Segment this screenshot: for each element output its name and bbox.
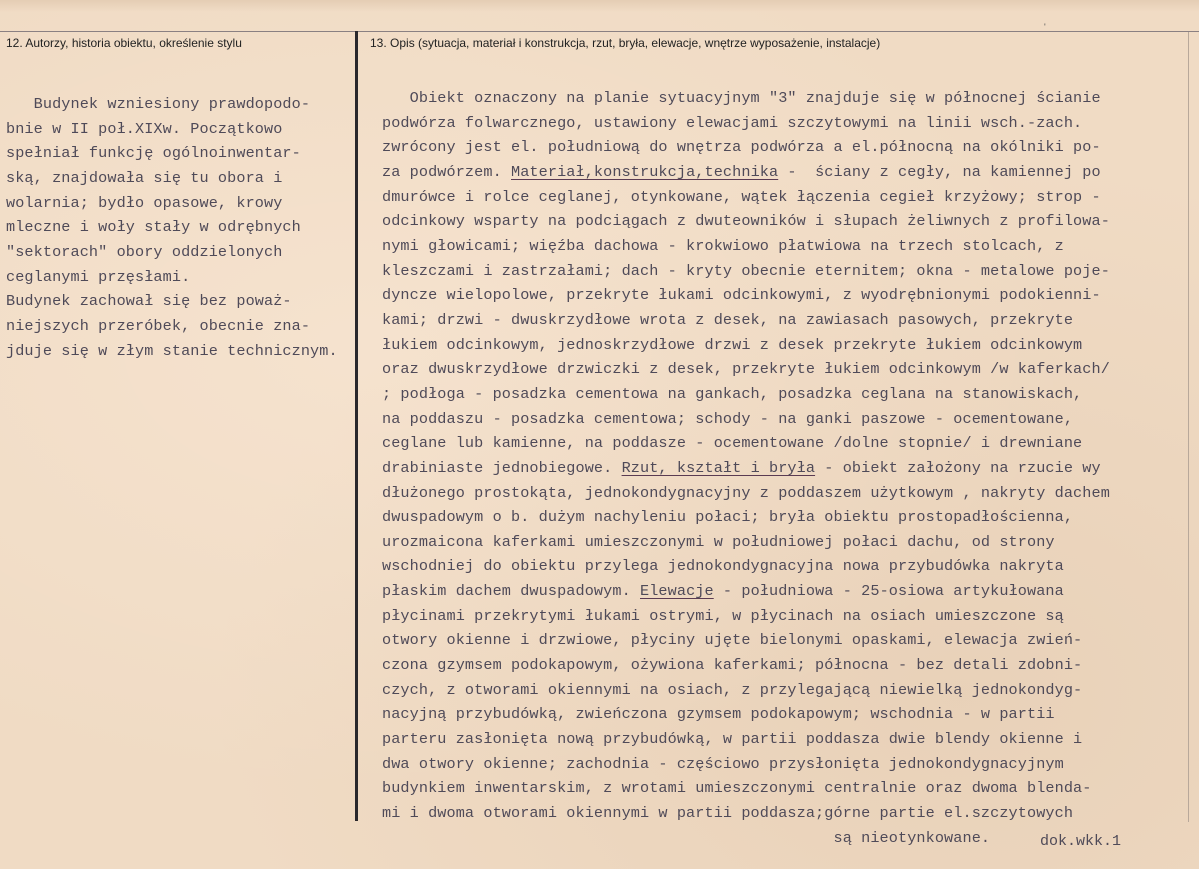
description-line: dyncze wielopolowe, przekryte łukami odcinkowymi, z wyodrębnionymi podokienni- [382, 286, 1101, 305]
history-line: ską, znajdowała się tu obora i [6, 168, 283, 187]
description-line: kleszczami i zastrzałami; dach - kryty obecnie eternitem; okna - metalowe poje- [382, 261, 1110, 280]
description-line: mi i dwoma otworami okiennymi w partii poddasza;górne partie el.szczytowych [382, 804, 1074, 823]
description-line: zwrócony jest el. południową do wnętrza podwórza a el.północną na okólniki po- [382, 138, 1101, 157]
column-divider [355, 31, 358, 821]
description-line: czych, z otworami okiennymi na osiach, z przylegającą niewielką jednokondyg- [382, 680, 1083, 699]
description-line: są nieotynkowane. [382, 828, 991, 847]
description-line-part: za podwórzem. [382, 162, 511, 181]
description-line: odcinkowy wsparty na podciągach z dwuteowników i słupach żeliwnych z profilowa- [382, 212, 1110, 231]
paper-top-edge [0, 0, 1199, 12]
description-line: parteru zasłonięta nową przybudówką, w partii poddasza dwie blendy okienne i [382, 730, 1083, 749]
section-12-heading: 12. Autorzy, historia obiektu, określenie stylu [6, 36, 242, 50]
history-line: "sektorach" obory oddzielonych [6, 242, 283, 261]
subheading-elevations: Elewacje [640, 582, 714, 601]
history-line: jduje się w złym stanie technicznym. [6, 341, 338, 360]
history-line: spełniał funkcję ogólnoinwentar- [6, 144, 301, 163]
description-line: na poddaszu - posadzka cementowa; schody - na ganki paszowe - ocementowane, [382, 409, 1074, 428]
document-code: dok.wkk.1 [1040, 833, 1122, 850]
description-line: dłużonego prostokąta, jednokondygnacyjny z poddaszem użytkowym , nakryty dachem [382, 483, 1110, 502]
section-13-heading: 13. Opis (sytuacja, materiał i konstrukcja, rzut, bryła, elewacje, wnętrze wyposażenie, instalacje) [370, 36, 881, 50]
subheading-plan: Rzut, kształt i bryła [621, 458, 816, 477]
description-line-part: - południowa - 25-osiowa artykułowana [713, 582, 1064, 601]
description-line: ; podłoga - posadzka cementowa na gankach, posadzka ceglana na stanowiskach, [382, 384, 1083, 403]
description-line: kami; drzwi - dwuskrzydłowe wrota z desek, na zawiasach pasowych, przekryte [382, 310, 1074, 329]
description-line: oraz dwuskrzydłowe drzwiczki z desek, przekryte łukiem odcinkowym /w kaferkach/ [382, 360, 1110, 379]
history-line: Budynek zachował się bez poważ- [6, 292, 292, 311]
description-line: płycinami przekrytymi łukami ostrymi, w płycinach na osiach umieszczone są [382, 606, 1064, 625]
description-line: podwórza folwarcznego, ustawiony elewacjami szczytowymi na linii wsch.-zach. [382, 113, 1083, 132]
corner-mark: ' [1044, 22, 1046, 32]
description-line: dmurówce i rolce ceglanej, otynkowane, wątek łączenia cegieł krzyżowy; strop - [382, 187, 1101, 206]
description-line: dwuspadowym o b. dużym nachyleniu połaci; bryła obiektu prostopadłościenna, [382, 508, 1074, 527]
description-line: urozmaicona kaferkami umieszczonymi w południowej połaci dachu, od strony [382, 532, 1055, 551]
description-line-part: płaskim dachem dwuspadowym. [382, 582, 640, 601]
description-line: Obiekt oznaczony na planie sytuacyjnym "3" znajduje się w północnej ścianie [382, 89, 1101, 107]
right-border [1188, 32, 1189, 822]
description-line: nacyjną przybudówką, zwieńczona gzymsem podokapowym; wschodnia - w partii [382, 705, 1055, 724]
description-line: ceglane lub kamienne, na poddasze - ocementowane /dolne stopnie/ i drewniane [382, 434, 1083, 453]
description-line: łukiem odcinkowym, jednoskrzydłowe drzwi z desek przekryte łukiem odcinkowym [382, 335, 1083, 354]
subheading-material: Materiał,konstrukcja,technika [511, 162, 779, 181]
description-line: budynkiem inwentarskim, z wrotami umieszczonymi centralnie oraz dwoma blenda- [382, 779, 1092, 798]
description-line: otwory okienne i drzwiowe, płyciny ujęte bielonymi opaskami, elewacja zwień- [382, 631, 1083, 650]
history-line: niejszych przeróbek, obecnie zna- [6, 316, 311, 335]
description-line-part: drabiniaste jednobiegowe. [382, 458, 622, 477]
description-line: czona gzymsem podokapowym, ożywiona kaferkami; północna - bez detali zdobni- [382, 656, 1083, 675]
description-line: wschodniej do obiektu przylega jednokondygnacyjna nowa przybudówka nakryta [382, 557, 1064, 576]
description-line-part: - ściany z cegły, na kamiennej po [778, 162, 1101, 181]
history-line: bnie w II poł.XIXw. Początkowo [6, 119, 283, 138]
header-rule [0, 31, 1199, 32]
history-text [6, 92, 338, 363]
history-line: ceglanymi przęsłami. [6, 267, 191, 286]
history-line: wolarnia; bydło opasowe, krowy [6, 193, 283, 212]
description-line: dwa otwory okienne; zachodnia - częściowo przysłonięta jednokondygnacyjnym [382, 754, 1064, 773]
description-text [382, 86, 1110, 850]
description-line: nymi głowicami; więźba dachowa - krokwiowo płatwiowa na trzech stolcach, z [382, 236, 1064, 255]
history-line: mleczne i woły stały w odrębnych [6, 218, 301, 237]
history-line: Budynek wzniesiony prawdopodo- [6, 95, 311, 113]
description-line-part: - obiekt założony na rzucie wy [815, 458, 1101, 477]
